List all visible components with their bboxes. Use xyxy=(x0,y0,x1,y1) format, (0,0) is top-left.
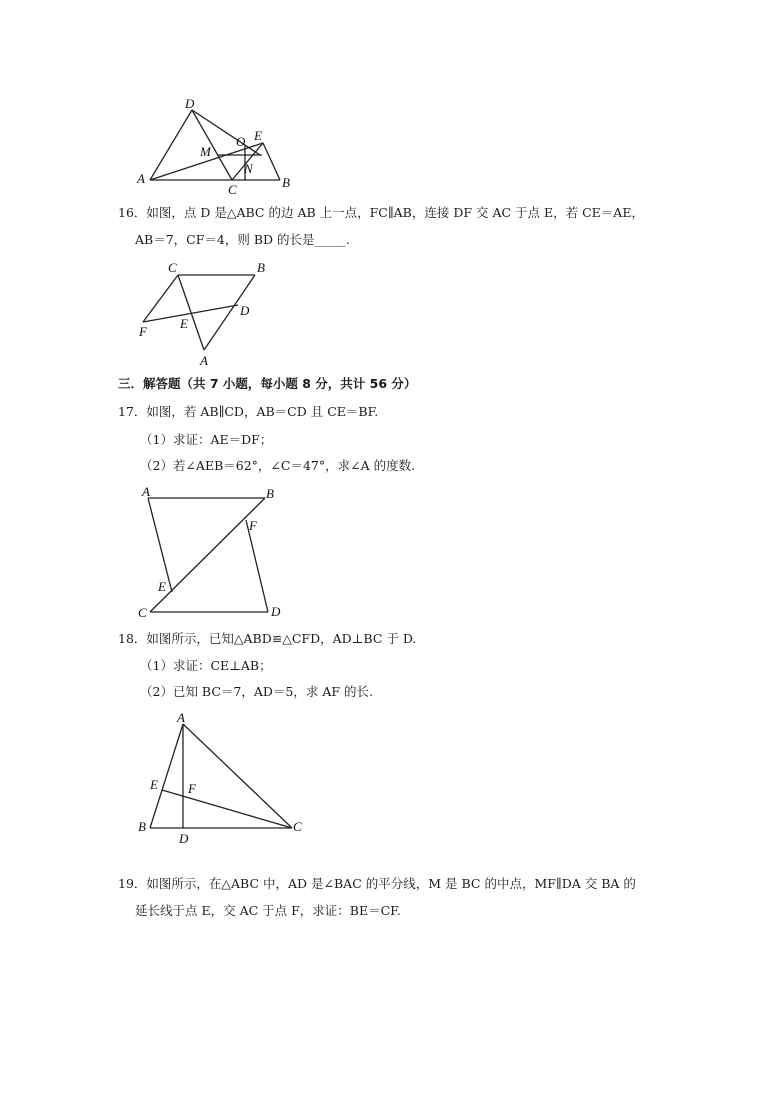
label-A: A xyxy=(137,171,145,186)
label-C: C xyxy=(228,182,237,197)
label-E: E xyxy=(150,777,158,792)
label-C: C xyxy=(168,260,177,275)
q16-line2: AB＝7，CF＝4，则 BD 的长是_____. xyxy=(135,232,350,247)
label-E: E xyxy=(254,128,262,143)
section-title: 三．解答题（共 7 小题，每小题 8 分，共计 56 分） xyxy=(118,376,417,391)
q18-stem: 18．如图所示，已知△ABD≌△CFD，AD⊥BC 于 D. xyxy=(118,631,417,646)
q18-part2: （2）已知 BC＝7，AD＝5，求 AF 的长. xyxy=(140,684,373,699)
label-D: D xyxy=(271,604,281,619)
q17-part2: （2）若∠AEB＝62°，∠C＝47°，求∠A 的度数. xyxy=(140,458,416,473)
label-N: N xyxy=(244,161,253,176)
q18-part1: （1）求证：CE⊥AB； xyxy=(140,658,272,673)
label-E: E xyxy=(180,316,188,331)
label-D: D xyxy=(179,831,189,846)
label-B: B xyxy=(257,260,265,275)
q16-line1: 16．如图，点 D 是△ABC 的边 AB 上一点，FC∥AB，连接 DF 交 AC 于点 E，若 CE＝AE， xyxy=(118,205,644,220)
label-D: D xyxy=(240,303,250,318)
label-A: A xyxy=(200,353,208,368)
q17-part1: （1）求证：AE＝DF； xyxy=(140,432,273,447)
label-C: C xyxy=(138,605,147,620)
label-F: F xyxy=(249,518,257,533)
label-B: B xyxy=(282,175,290,190)
q19-line1: 19．如图所示，在△ABC 中，AD 是∠BAC 的平分线，M 是 BC 的中点，MF∥DA 交 BA 的 xyxy=(118,876,636,891)
figure-q18-lines xyxy=(150,724,292,828)
label-F: F xyxy=(188,781,196,796)
label-A: A xyxy=(142,484,150,499)
label-M: M xyxy=(200,144,211,159)
label-O: O xyxy=(236,134,246,149)
label-F: F xyxy=(139,324,147,339)
label-A: A xyxy=(177,710,185,725)
label-B: B xyxy=(138,819,146,834)
label-B: B xyxy=(266,486,274,501)
q19-line2: 延长线于点 E，交 AC 于点 F，求证：BE＝CF. xyxy=(135,903,401,918)
label-E: E xyxy=(158,579,166,594)
q17-stem: 17．如图，若 AB∥CD，AB＝CD 且 CE＝BF. xyxy=(118,404,379,419)
label-D: D xyxy=(185,96,195,111)
label-C: C xyxy=(293,819,302,834)
